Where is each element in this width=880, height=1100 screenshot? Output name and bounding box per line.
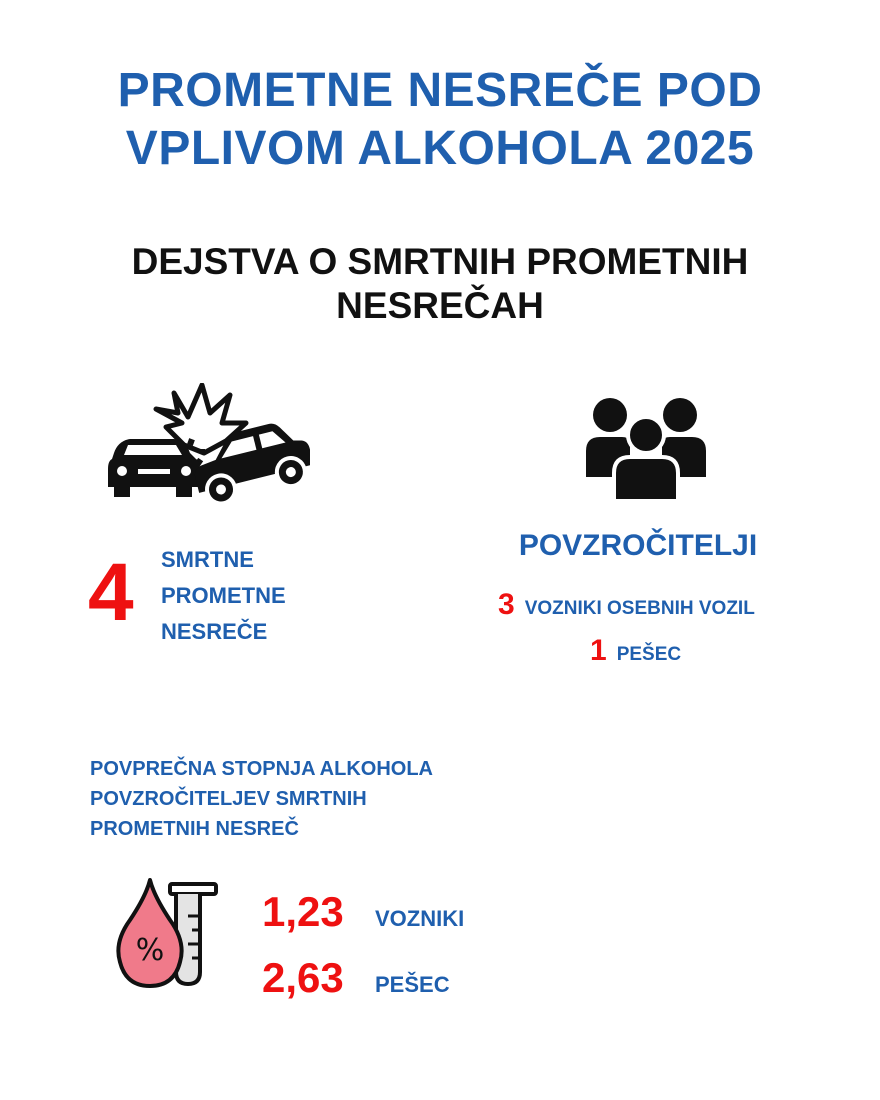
average-alcohol-label <box>90 754 490 844</box>
fatal-label-line-2: PROMETNE <box>161 583 286 608</box>
fatal-label-line-1: SMRTNE <box>161 547 254 572</box>
avg-label-line-1: POVPREČNA STOPNJA ALKOHOLA <box>90 758 433 780</box>
alcohol-row-drivers <box>262 888 464 936</box>
subtitle-line-2: NESREČAH <box>336 285 544 326</box>
alcohol-value-label: PEŠEC <box>375 972 450 997</box>
car-crash-icon <box>104 383 310 513</box>
perpetrator-row-drivers <box>498 588 755 622</box>
perpetrator-label: PEŠEC <box>616 644 682 665</box>
section-subtitle <box>0 240 880 328</box>
perpetrator-count: 1 <box>590 634 607 667</box>
title-line-1: PROMETNE NESREČE POD <box>117 64 763 117</box>
blood-alcohol-icon <box>110 876 222 994</box>
people-group-icon <box>584 397 710 503</box>
avg-label-line-3: PROMETNIH NESREČ <box>90 818 299 840</box>
page-title <box>0 62 880 178</box>
alcohol-value: 2,63 <box>262 954 344 1001</box>
perpetrator-label: VOZNIKI OSEBNIH VOZIL <box>524 598 755 619</box>
fatal-accidents-count: 4 <box>88 547 134 638</box>
alcohol-value: 1,23 <box>262 888 344 935</box>
fatal-accidents-label <box>161 542 361 650</box>
fatal-label-line-3: NESREČE <box>161 619 268 644</box>
alcohol-row-pedestrian <box>262 954 450 1002</box>
avg-label-line-2: POVZROČITELJEV SMRTNIH <box>90 788 367 810</box>
perpetrator-count: 3 <box>498 588 515 621</box>
title-line-2: VPLIVOM ALKOHOLA 2025 <box>125 122 755 175</box>
subtitle-line-1: DEJSTVA O SMRTNIH PROMETNIH <box>131 241 749 282</box>
alcohol-value-label: VOZNIKI <box>375 906 465 931</box>
percent-symbol: % <box>135 933 165 968</box>
perpetrator-row-pedestrian <box>590 634 681 668</box>
perpetrators-title: POVZROČITELJI <box>518 529 758 562</box>
